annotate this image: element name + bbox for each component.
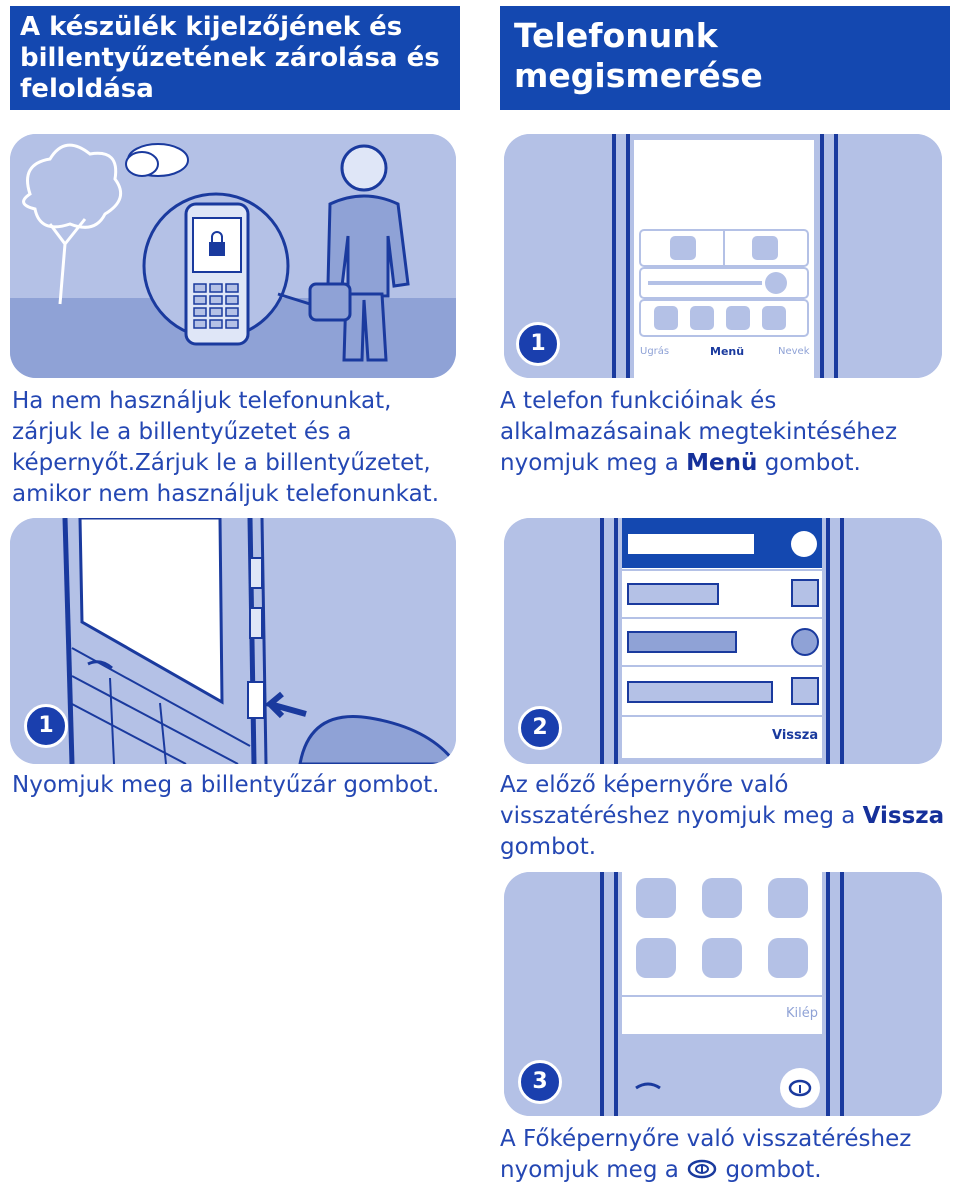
illustration-back bbox=[504, 518, 942, 764]
illustration-lock-button bbox=[10, 518, 456, 764]
section-title-phone: Telefonunk megismerése bbox=[500, 6, 950, 110]
menu-label: Menü bbox=[686, 450, 758, 476]
step2-back-text: Az előző képernyőre való visszatéréshez nyomjuk meg a Vissza gombot. bbox=[500, 772, 945, 860]
step-badge-2: 2 bbox=[518, 706, 562, 750]
back-label: Vissza bbox=[862, 803, 945, 829]
step-badge-3: 3 bbox=[518, 1060, 562, 1104]
softkey-left: Ugrás bbox=[640, 346, 670, 357]
illustration-home bbox=[504, 872, 942, 1116]
illustration-menu bbox=[504, 134, 942, 378]
softkey-back[interactable]: Vissza bbox=[772, 728, 819, 743]
step-badge-1: 1 bbox=[24, 704, 68, 748]
illustration-lock-scene bbox=[10, 134, 456, 378]
section-title-lock: A készülék kijelzőjének és billentyűzetének zárolása és feloldása bbox=[10, 6, 460, 110]
step-badge-1: 1 bbox=[516, 322, 560, 366]
step1-menu-text: A telefon funkcióinak és alkalmazásainak megtekintéséhez nyomjuk meg a Menü gombot. bbox=[500, 388, 898, 476]
softkey-exit: Kilép bbox=[786, 1006, 818, 1021]
intro-text: Ha nem használjuk telefonunkat, zárjuk le a billentyűzetet és a képernyőt.Zárjuk le a billentyűzetet, amikor nem használjuk telefonunkat. bbox=[12, 388, 440, 507]
softkey-menu[interactable]: Menü bbox=[710, 345, 745, 358]
step1-lock-text: Nyomjuk meg a billentyűzár gombot. bbox=[12, 772, 440, 798]
end-key-icon bbox=[686, 1157, 718, 1190]
softkey-right: Nevek bbox=[778, 346, 810, 357]
step3-home-text: A Főképernyőre való visszatéréshez nyomjuk meg a gombot. bbox=[500, 1124, 952, 1190]
